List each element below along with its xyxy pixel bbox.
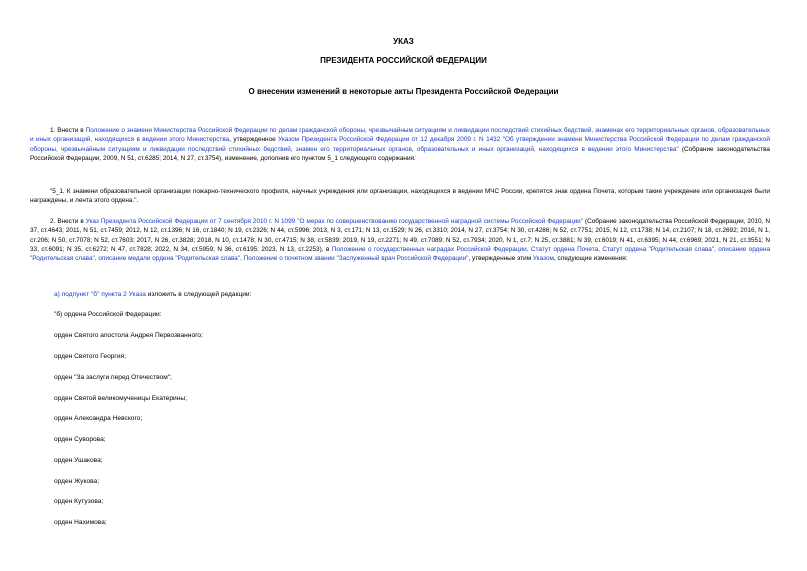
sub-a-text: изложить в следующей редакции: xyxy=(145,291,252,298)
p1-quote-text: "5_1. К знамени образовательной организации пожарно-технического профиля, научных учреждения или организации, находящихся в ведении МЧС России, крепятся знак ордена Почета, которым такие учреждение или организация были награждены, и лента этого ордена.". xyxy=(30,188,770,205)
doc-type-heading: УКАЗ xyxy=(393,37,414,46)
list-item: орден Суворова; xyxy=(54,436,106,443)
sub-item-a xyxy=(54,290,251,299)
p2-text-b: (Собрание законодательства Российской Федерации, 2010, N 37, ст.4643; 2011, N 51, ст.7459; 2012, N 12, ст.1396; N 16, ст.1840; N 19, ст.2326; N 44, ст.5996; 2013, N 3, ст.171; N 13, ст.1529; N 26, ст.3310; 2014, N 27, ст.3754; N 30, ст.4286; N 52, ст.7751; 2015, N 12, ст.1738; N 14, ст.2107; N 18, ст.2692; 2016, N 1, ст.206; N 50, ст.7078; N 52, ст.7603; 2017, N 26, ст.3828; 2018, N 10, ст.1478; N 30, ст.4715; N 38, ст.5839; 2019, N 19, ст.2271; N 49, ст.7089; N 52, ст.7934; 2020, N 1, ст.7; N 25, ст.3881; N 39, ст.6019; N 41, ст.6395; N 44, ст.6969; 2021, N 21, ст.3551; N 33, ст.6091; N 35, ст.6272; N 47, ст.7828; 2022, N 34, ст.5959; N 36, ст.6195; 2023, N 13, ст.2253), в xyxy=(30,218,770,253)
p2-text-d: , следующие изменения: xyxy=(553,255,628,263)
list-item: орден Кутузова; xyxy=(54,498,104,505)
list-item: орден Святого апостола Андрея Первозванного; xyxy=(54,332,203,339)
p2-link-decree-1099[interactable]: Указ Президента Российской Федерации от 7 сентября 2010 г. N 1099 "О мерах по совершенствованию государственной наградной системы Российской Федерации" xyxy=(85,218,584,225)
list-item: орден Александра Невского; xyxy=(54,415,143,422)
p1-text-b: , утвержденное xyxy=(229,136,279,144)
paragraph-1 xyxy=(30,126,770,163)
p2-text-a: 2. Внести в xyxy=(50,218,86,225)
sub-a-link[interactable]: подпункт "б" пункта 2 Указа xyxy=(61,291,146,298)
paragraph-1-quote xyxy=(30,187,770,206)
list-item: орден Нахимова; xyxy=(54,519,107,526)
document-title: О внесении изменений в некоторые акты Президента Российской Федерации xyxy=(248,87,559,96)
list-item: орден "За заслуги перед Отечеством"; xyxy=(54,374,172,381)
p1-text-c: (Собрание законодательства Российской Федерации, 2009, N 51, ст.6285; 2014, N 27, ст.3754), изменение, дополнив его пунктом 5_1 следующего содержания: xyxy=(30,145,770,162)
list-item: "б) ордена Российской Федерации: xyxy=(54,311,162,318)
p1-link-decree-1432[interactable]: Указом Президента Российской Федерации от 12 декабря 2009 г. N 1432 "Об утверждении знамени Министерства Российской Федерации по делам гражданской обороны, чрезвычайным ситуациям и ликвидации последствий стихийных бедствий, знамен его территориальных органов, образовательных и иных организаций, находящихся в ведении этого Министерства" xyxy=(30,136,770,153)
p2-text-c: , утвержденные этим xyxy=(468,255,533,263)
p1-link-regulation[interactable]: Положение о знамени Министерства Российской Федерации по делам гражданской обороны, чрезвычайным ситуациям и ликвидации последствий стихийных бедствий, знаменах его территориальных органов, образовательных и иных организаций, находящихся в ведении этого Министерства xyxy=(30,127,770,144)
p1-text-a: 1. Внести в xyxy=(50,127,86,134)
list-item: орден Ушакова; xyxy=(54,457,103,464)
list-item: орден Святой великомученицы Екатерины; xyxy=(54,395,187,402)
p2-link-regulations[interactable]: Положение о государственных наградах Российской Федерации, Статут ордена Почета, Статут ордена "Родительская слава", описание ордена "Родительская слава", описание медали ордена "Родительская слава", Положение о почетном звании "Заслуженный врач Российской Федерации" xyxy=(30,245,771,263)
list-item: орден Жукова; xyxy=(54,478,100,485)
list-item: орден Святого Георгия; xyxy=(54,353,126,360)
p2-link-decree[interactable]: Указом xyxy=(532,255,554,263)
paragraph-2 xyxy=(30,217,770,263)
sub-a-prefix: а) xyxy=(54,291,62,298)
issuer-heading: ПРЕЗИДЕНТА РОССИЙСКОЙ ФЕДЕРАЦИИ xyxy=(320,56,487,65)
